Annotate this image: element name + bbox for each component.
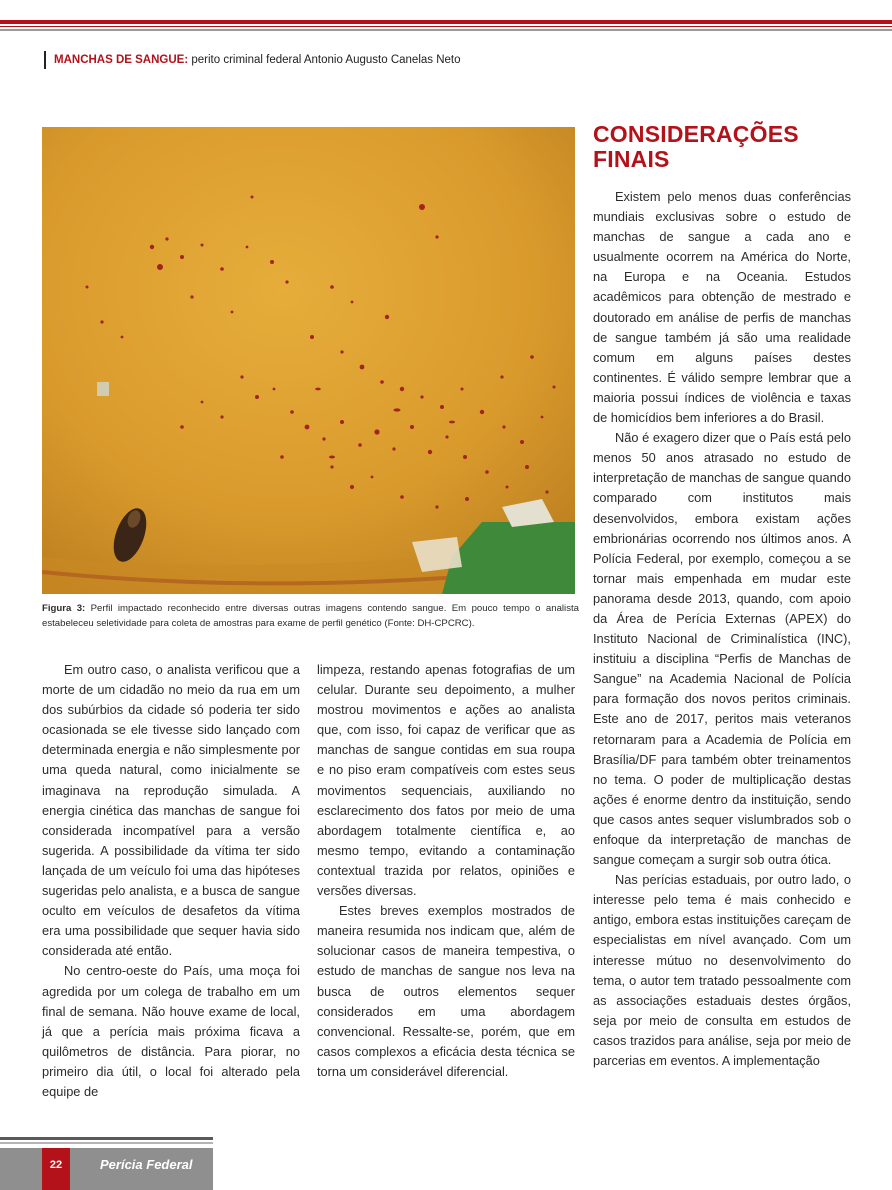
section-title: CONSIDERAÇÕES FINAIS: [593, 121, 799, 172]
paragraph: Existem pelo menos duas conferências mundiais exclusivas sobre o estudo de manchas de sangue a cada ano e usualmente ocorrem na América do Norte, na Europa e na Oceania. Estudos acadêmicos para obtenção de mestrado e doutorado em análise de perfis de manchas de sangue também já são uma realidade comum em alguns países destes continentes. É válido sempre lembrar que a maioria possui índices de violência e taxas de homicídios bem inferiores a do Brasil.: [593, 189, 851, 426]
figure-3-photo: [42, 127, 575, 594]
paragraph: Nas perícias estaduais, por outro lado, o interesse pelo tema é mais conhecido e antigo, embora estas instituições careçam de especialistas em nível avançado. Com um interesse mútuo no desenvolvimento do tema, o autor tem tratado pessoalmente com as associações estaduais destes órgãos, seja por meio de consulta em estudos de casos trazidos para análise, seja por meio de parcerias em eventos. A implementação: [593, 872, 851, 1069]
paragraph: Estes breves exemplos mostrados de maneira resumida nos indicam que, além de solucionar casos de maneira tempestiva, o estudo de manchas de sangue nos leva na busca de outros elementos sequer considerados em uma abordagem convencional. Ressalte-se, porém, que em casos complexos a eficácia desta técnica se torna um considerável diferencial.: [317, 903, 575, 1079]
column-1: [42, 660, 300, 1102]
paragraph: limpeza, restando apenas fotografias de um celular. Durante seu depoimento, a mulher mostrou movimentos e ações ao analista que, com isso, foi capaz de verificar que as manchas de sangue contidas em sua roupa e no piso eram compatíveis com estes seus movimentos sequenciais, auxiliando no esclarecimento dos fatos por meio de uma abordagem totalmente científica e, ao mesmo tempo, evitando a contaminação contextual trazida por relatos, opiniões e versões diversas.: [317, 662, 575, 899]
column-3: [593, 187, 851, 1071]
figure-caption-text: Perfil impactado reconhecido entre diversas outras imagens contendo sangue. Em pouco tempo o analista estabeleceu seletividade para coleta de amostras para exame de perfil genético (Fonte: DH-CPCRC).: [42, 603, 579, 629]
paragraph: Em outro caso, o analista verificou que a morte de um cidadão no meio da rua em um dos subúrbios da cidade só poderia ter sido ocasionada se ele tivesse sido lançado com determinada energia e não simplesmente por uma queda natural, como inicialmente se imaginava na reprodução simulada. A energia cinética das manchas de sangue foi considerada incompatível para a versão sugerida. A possibilidade da vítima ter sido lançada de um veículo foi uma das hipóteses sugeridas pelo analista, e a busca de sangue oculto em veículos de desafetos da vítima era uma possibilidade que sequer havia sido considerada até então.: [42, 662, 300, 959]
running-head-subtitle: perito criminal federal Antonio Augusto Canelas Neto: [191, 54, 461, 66]
figure-caption: [42, 601, 579, 631]
header-rule-red: [0, 20, 892, 24]
footer-rule-dark: [0, 1137, 213, 1140]
column-2: [317, 660, 575, 1082]
header-rule-gray: [0, 29, 892, 31]
magazine-name: Perícia Federal: [100, 1157, 193, 1172]
footer-rule-light: [0, 1142, 213, 1144]
header-rule-thin: [0, 26, 892, 27]
blood-spatter-wall-image: [42, 127, 575, 594]
figure-label: Figura 3:: [42, 603, 86, 614]
paragraph: Não é exagero dizer que o País está pelo menos 50 anos atrasado no estudo de interpretação de manchas de sangue quando comparado com institutos mais desenvolvidos, embora existam ações embrionárias ocorrendo nos últimos anos. A Polícia Federal, por exemplo, começou a se tornar mais empenhada em mudar este panorama desde 2013, quando, com apoio da Área de Perícia Externas (APEX) do Instituto Nacional de Criminalística (INC), instituiu a disciplina “Perfis de Manchas de Sangue” na Academia Nacional de Polícia para formação dos novos peritos criminais. Este ano de 2017, peritos mais veteranos retornaram para a Academia de Polícia em Brasília/DF para também obter treinamentos no tema. O poder de multiplicação destas ações é enorme dentro da instituição, sendo que casos antes sequer vislumbrados sob o enfoque da interpretação de manchas de sangue começam a surgir sob outra ótica.: [593, 430, 851, 868]
running-head: [44, 51, 461, 69]
running-head-section: MANCHAS DE SANGUE:: [54, 54, 189, 66]
paragraph: No centro-oeste do País, uma moça foi agredida por um colega de trabalho em um final de semana. Não houve exame de local, já que a perícia mais próxima ficava a quilômetros de distância. Para piorar, no primeiro dia útil, o local foi alterado pela equipe de: [42, 963, 300, 1099]
page-number: 22: [42, 1148, 70, 1190]
